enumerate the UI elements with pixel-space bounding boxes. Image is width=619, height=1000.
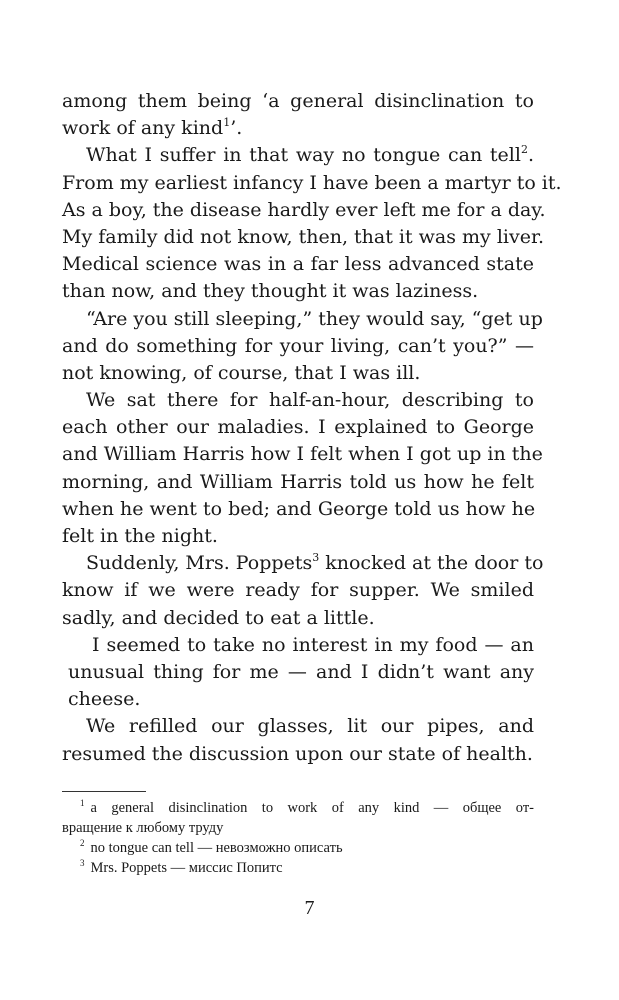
text-line: sadly, and decided to eat a little.	[62, 606, 375, 629]
text-line: “Are you still sleeping,” they would say, “get up	[86, 307, 543, 330]
footnote-2: $^2$ no tongue can tell — невозможно описать	[80, 838, 343, 856]
text-line: and do something for your living, can’t you?” —	[62, 334, 534, 357]
footnote-ref-2: 2	[520, 143, 528, 157]
text-line: felt in the night.	[62, 525, 218, 547]
footnote-1-continued: вращение к любому труду	[62, 820, 224, 836]
text-line: We sat there for half-an-hour, describing to	[86, 389, 534, 412]
text-line: I seemed to take no interest in my food — an	[92, 633, 534, 656]
text-line: know if we were ready for supper. We smiled	[62, 579, 534, 602]
footnote-divider	[62, 791, 146, 792]
footnote-ref-1: 1	[223, 116, 231, 130]
text-line: each other our maladies. I explained to George	[62, 416, 534, 439]
text-line: than now, and they thought it was laziness.	[62, 280, 479, 303]
text-line: and William Harris how I felt when I got up in the	[62, 443, 543, 466]
text-line: My family did not know, then, that it was my liver.	[62, 225, 544, 248]
text-line: What I suffer in that way no tongue can tell$^2$.	[86, 143, 534, 167]
text-line: unusual thing for me — and I didn’t want any	[68, 660, 534, 683]
text-line: resumed the discussion upon our state of health.	[62, 742, 533, 765]
text-line: From my earliest infancy I have been a martyr to it.	[62, 171, 562, 194]
text-line: Suddenly, Mrs. Poppets$^3$ knocked at the door to	[86, 551, 544, 575]
text-line: We refilled our glasses, lit our pipes, and	[86, 715, 534, 738]
text-line: among them being ‘a general disinclination to	[62, 90, 534, 112]
page-number: 7	[304, 897, 315, 919]
text-line: when he went to bed; and George told us how he	[62, 497, 536, 520]
text-line: cheese.	[68, 688, 141, 711]
body-text	[62, 88, 562, 768]
text-line: As a boy, the disease hardly ever left me for a day.	[62, 198, 546, 221]
footnote-ref-3: 3	[312, 551, 320, 565]
text-line: Medical science was in a far less advanced state	[62, 253, 534, 276]
text-line: work of any kind$^1$’.	[62, 116, 243, 140]
text-line: not knowing, of course, that I was ill.	[62, 361, 421, 384]
footnote-3: $^3$ Mrs. Poppets — миссис Попитс	[80, 858, 283, 876]
text-line: morning, and William Harris told us how he felt	[62, 470, 534, 493]
footnote-1: $^1$ a general disinclination to work of any kind — общее от-	[80, 798, 534, 816]
